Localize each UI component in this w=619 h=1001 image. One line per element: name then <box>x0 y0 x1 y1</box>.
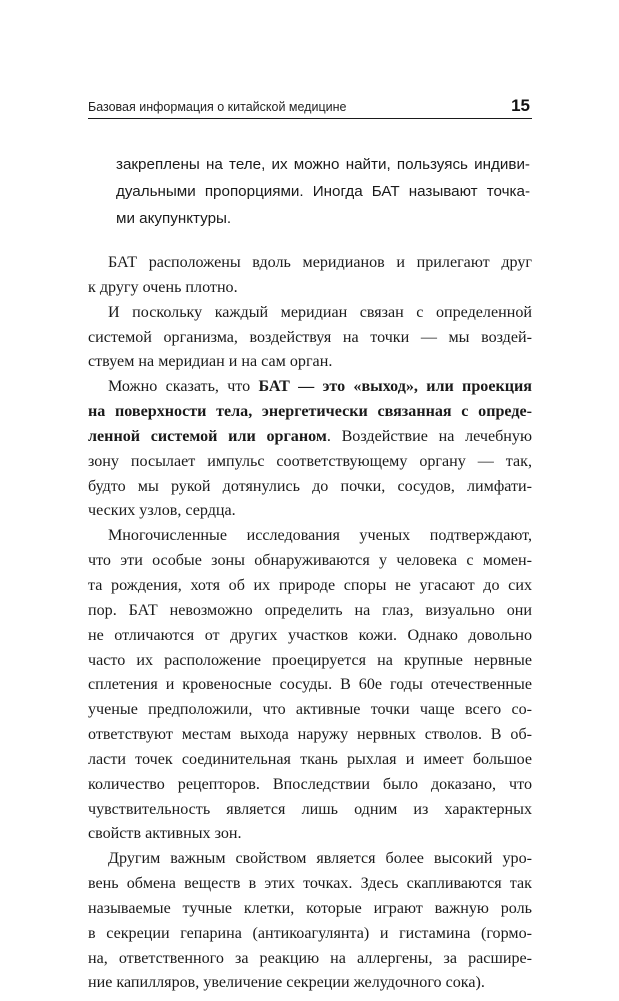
running-title: Базовая информация о китайской медицине <box>88 100 347 114</box>
paragraph-3 <box>88 375 532 524</box>
text-line: та рождения, хотя об их природе споры не угасают до сих <box>88 576 532 594</box>
text-line: БАТ расположены вдоль меридианов и прилегают друг <box>108 254 532 271</box>
callout-line: закреплены на теле, их можно найти, пользуясь индиви- <box>116 156 530 173</box>
callout-line: дуальными пропорциями. Иногда БАТ называют точка- <box>116 183 530 200</box>
text-line: к другу очень плотно. <box>88 278 238 296</box>
callout-line: ми акупунктуры. <box>116 210 232 227</box>
running-header <box>88 96 532 119</box>
body-text <box>88 251 532 996</box>
text-line: не отличаются от других участков кожи. Однако довольно <box>88 626 532 644</box>
text-line: сплетения и кровеносные сосуды. В 60е годы отечественные <box>88 676 532 694</box>
text-line: на, ответственного за реакцию на аллергены, за расшире- <box>88 949 532 967</box>
bold-text: ленной системой или органом <box>88 427 327 445</box>
paragraph-5 <box>88 847 532 996</box>
text-line: ние капилляров, увеличение секреции желудочного сока). <box>88 974 485 992</box>
text-line: ствуем на меридиан и на сам орган. <box>88 353 333 371</box>
text-line: зону посылает импульс соответствующему органу — так, <box>88 452 532 470</box>
text-line: в секреции гепарина (антикоагулянта) и гистамина (гормо- <box>88 924 532 942</box>
text-line <box>88 425 532 450</box>
paragraph-1 <box>88 251 532 301</box>
text-run: Можно сказать, что <box>108 378 259 396</box>
paragraph-2 <box>88 301 532 376</box>
page-number: 15 <box>511 96 530 115</box>
text-line: свойств активных зон. <box>88 825 242 843</box>
bold-text: на поверхности тела, энергетически связанная с опреде- <box>88 403 532 421</box>
callout-text <box>116 151 530 232</box>
text-line: ответствуют местам выхода наружу нервных стволов. В об- <box>88 726 532 744</box>
text-line <box>88 400 532 425</box>
text-line: что эти особые зоны обнаруживаются у человека с момен- <box>88 552 532 570</box>
text-line: вень обмена веществ в этих точках. Здесь скапливаются так <box>88 875 532 893</box>
text-line: называемые тучные клетки, которые играют важную роль <box>88 899 532 917</box>
text-line: Многочисленные исследования ученых подтверждают, <box>108 527 532 545</box>
text-line: ласти точек соединительная ткань рыхлая и имеет большое <box>88 750 532 768</box>
text-line: чувствительность является лишь одним из характерных <box>88 800 532 818</box>
text-line: количество рецепторов. Впоследствии было доказано, что <box>88 775 532 793</box>
paragraph-4 <box>88 524 532 847</box>
text-line: И поскольку каждый меридиан связан с определенной <box>108 303 532 321</box>
text-line <box>88 375 532 400</box>
text-line: ученые предположили, что активные точки чаще всего со- <box>88 701 532 719</box>
text-line: Другим важным свойством является более высокий уро- <box>108 850 532 868</box>
text-line: будто мы рукой дотянулись до почки, сосудов, лимфати- <box>88 477 532 495</box>
bold-text: БАТ — это «выход», или проекция <box>258 378 532 396</box>
text-line: системой организма, воздействуя на точки — мы воздей- <box>88 328 532 346</box>
text-run: . Воздействие на лечебную <box>326 427 532 445</box>
text-line: ческих узлов, сердца. <box>88 502 236 520</box>
text-line: часто их расположение проецируется на крупные нервные <box>88 651 532 669</box>
text-line: пор. БАТ невозможно определить на глаз, визуально они <box>88 601 532 619</box>
